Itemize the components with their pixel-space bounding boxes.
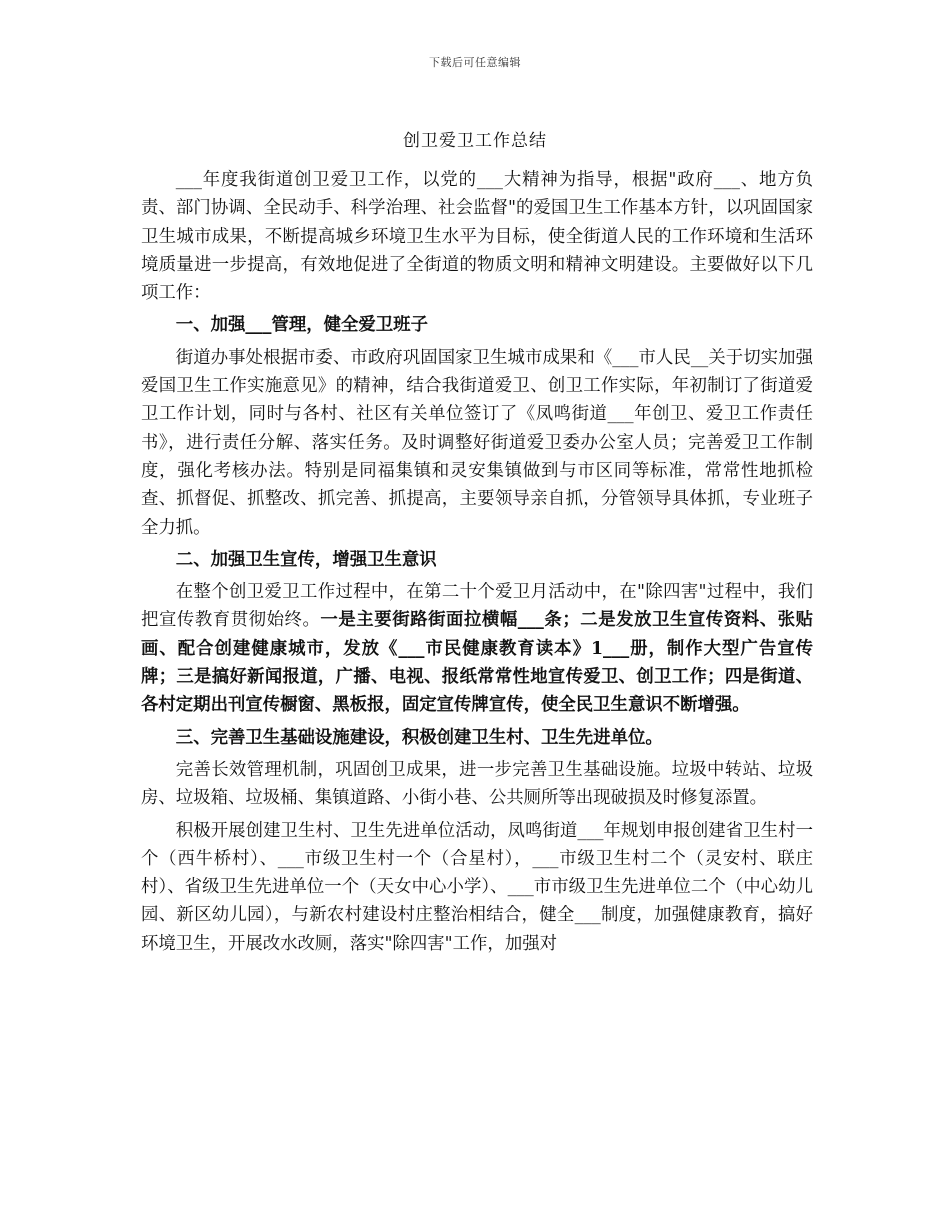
heading-section-2: 二、加强卫生宣传，增强卫生意识 [175, 549, 437, 570]
paragraph-section-2-text: 在整个创卫爱卫工作过程中，在第二十个爱卫月活动中，在"除四害"过程中，我们把宣传教育贯彻始终。 [141, 582, 813, 631]
paragraph-section-1: 街道办事处根据市委、市政府巩固国家卫生城市成果和《___市人民__关于切实加强爱国卫生工作实施意见》的精神，结合我街道爱卫、创卫工作实际，年初制订了街道爱卫工作计划，同时与各村、社区有关单位签订了《凤鸣街道___年创卫、爱卫工作责任书》，进行责任分解、落实任务。及时调整好街道爱卫委办公室人员；完善爱卫工作制度，强化考核办法。特别是同福集镇和灵安集镇做到与市区同等标准，常常性地抓检查、抓督促、抓整改、抓完善、抓提高，主要领导亲自抓，分管领导具体抓，专业班子全力抓。 [141, 347, 813, 538]
heading-section-3: 三、完善卫生基础设施建设，积极创建卫生村、卫生先进单位。 [175, 727, 663, 748]
heading-section-1: 一、加强___管理，健全爱卫班子 [175, 315, 428, 336]
paragraph-intro: ___年度我街道创卫爱卫工作，以党的___大精神为指导，根据"政府___、地方负责、部门协调、全民动手、科学治理、社会监督"的爱国卫生工作基本方针，以巩固国家卫生城市成果，不断提高城乡环境卫生水平为目标，使全街道人民的工作环境和生活环境质量进一步提高，有效地促进了全街道的物质文明和精神文明建设。主要做好以下几项工作： [141, 170, 813, 304]
paragraph-section-3b: 积极开展创建卫生村、卫生先进单位活动，凤鸣街道___年规划申报创建省卫生村一个（西牛桥村）、___市级卫生村一个（合星村），___市级卫生村二个（灵安村、联庄村）、省级卫生先进单位一个（天女中心小学）、___市市级卫生先进单位二个（中心幼儿园、新区幼儿园），与新农村建设村庄整治相结合，健全___制度，加强健康教育，搞好环境卫生，开展改水改厕，落实"除四害"工作，加强对 [141, 820, 813, 954]
paragraph-section-2-bold-text: 一是主要街路街面拉横幅___条；二是发放卫生宣传资料、张贴画、配合创建健康城市，发放《___市民健康教育读本》1___册，制作大型广告宣传牌；三是搞好新闻报道，广播、电视、报纸常常性地宣传爱卫、创卫工作；四是街道、各村定期出刊宣传橱窗、黑板报，固定宣传牌宣传，使全民卫生意识不断增强。 [141, 610, 813, 716]
paragraph-section-2 [141, 578, 813, 719]
document-title: 创卫爱卫工作总结 [403, 131, 547, 151]
paragraph-section-3: 完善长效管理机制，巩固创卫成果，进一步完善卫生基础设施。垃圾中转站、垃圾房、垃圾箱、垃圾桶、集镇道路、小街小巷、公共厕所等出现破损及时修复添置。 [141, 759, 813, 809]
header-note: 下载后可任意编辑 [429, 56, 521, 69]
document-body [141, 166, 813, 958]
